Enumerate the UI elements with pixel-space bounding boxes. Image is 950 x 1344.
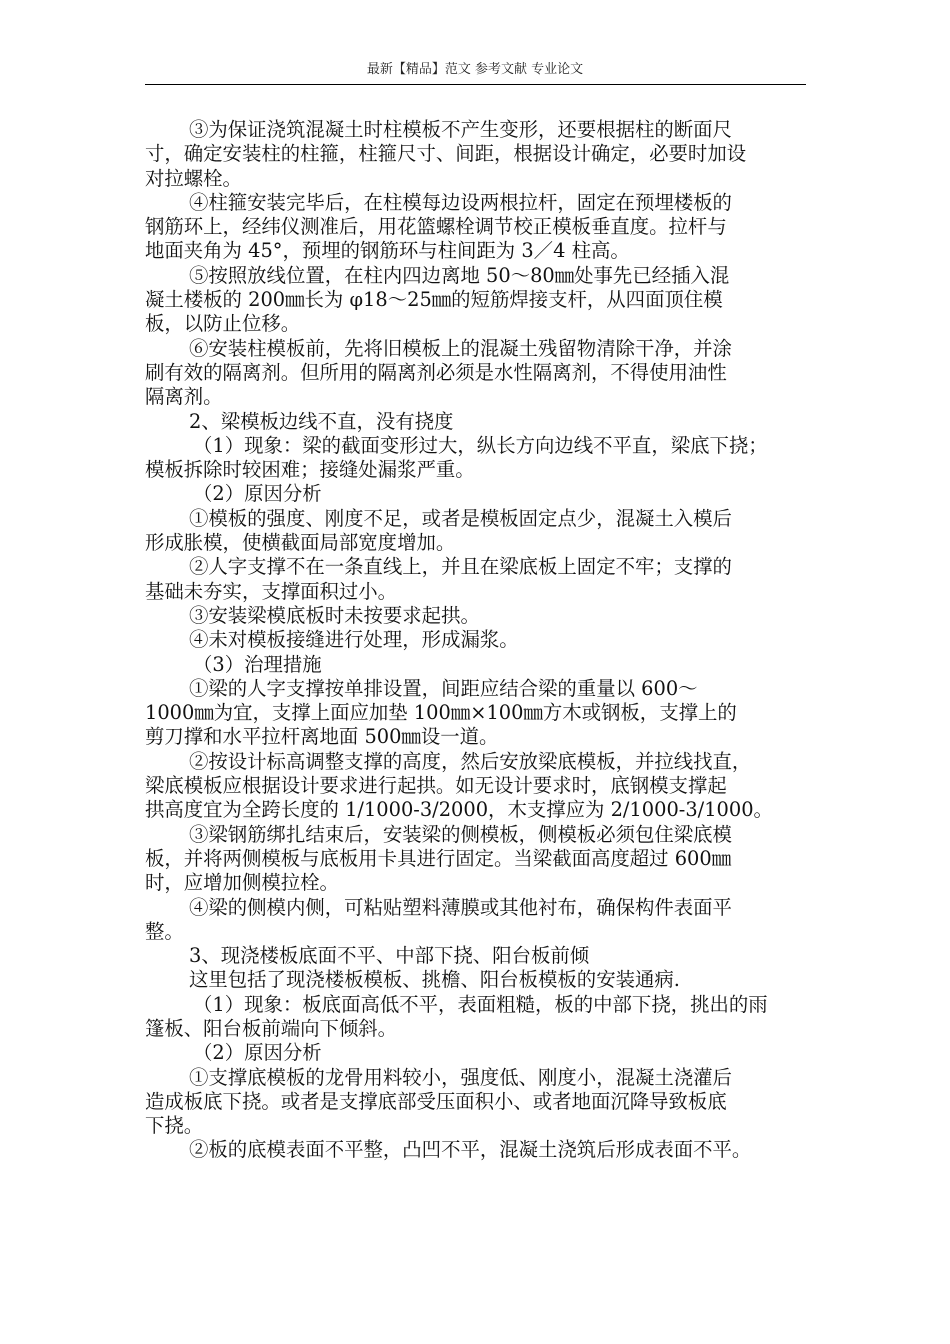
text-line: ①模板的强度、刚度不足，或者是模板固定点少，混凝土入模后 (189, 506, 732, 530)
text-line: ④未对模板接缝进行处理，形成漏浆。 (189, 628, 519, 652)
text-line: 整。 (145, 919, 184, 943)
text-line: ②人字支撑不在一条直线上，并且在梁底板上固定不牢；支撑的 (189, 555, 732, 579)
text-line: 地面夹角为 45°，预埋的钢筋环与柱间距为 3／4 柱高。 (145, 239, 630, 263)
text-line: ⑤按照放线位置，在柱内四边离地 50～80㎜处事先已经插入混 (189, 263, 730, 287)
text-line: ④柱箍安装完毕后，在柱模每边设两根拉杆，固定在预埋楼板的 (189, 190, 732, 214)
paragraph (145, 604, 825, 628)
text-line: ④梁的侧模内侧，可粘贴塑料薄膜或其他衬布，确保构件表面平 (189, 895, 732, 919)
text-line: 下挠。 (145, 1114, 204, 1138)
paragraph (145, 555, 825, 604)
text-line: 2、梁模板边线不直，没有挠度 (189, 409, 454, 433)
text-line: ③为保证浇筑混凝土时柱模板不产生变形，还要根据柱的断面尺 (189, 118, 732, 141)
text-line: ③梁钢筋绑扎结束后，安装梁的侧模板，侧模板必须包住梁底模 (189, 822, 732, 846)
text-line: 剪刀撑和水平拉杆离地面 500㎜设一道。 (145, 725, 499, 749)
paragraph (145, 677, 825, 750)
paragraph (145, 1138, 825, 1162)
text-line: 凝土楼板的 200㎜长为 φ18～25㎜的短筋焊接支杆，从四面顶住模 (145, 288, 723, 312)
text-line: 3、现浇楼板底面不平、中部下挠、阳台板前倾 (189, 944, 590, 968)
text-line: 这里包括了现浇楼板模板、挑檐、阳台板模板的安装通病. (189, 968, 680, 992)
text-line: 基础未夯实，支撑面积过小。 (145, 579, 398, 603)
text-line: ③安装梁模底板时未按要求起拱。 (189, 603, 480, 627)
text-line: 篷板、阳台板前端向下倾斜。 (145, 1016, 398, 1040)
paragraph (145, 1066, 825, 1139)
paragraph (145, 750, 825, 823)
paragraph (145, 410, 825, 434)
text-line: 造成板底下挠。或者是支撑底部受压面积小、或者地面沉降导致板底 (145, 1089, 727, 1113)
text-line: 时，应增加侧模拉栓。 (145, 871, 339, 895)
text-line: （1）现象：梁的截面变形过大，纵长方向边线不平直，梁底下挠； (193, 433, 768, 457)
text-line: 形成胀模，使横截面局部宽度增加。 (145, 531, 456, 555)
body-text (145, 118, 825, 1163)
text-line: 板，以防止位移。 (145, 312, 301, 336)
text-line: 拱高度宜为全跨长度的 1/1000-3/2000，木支撑应为 2/1000-3/1000。 (145, 798, 773, 822)
paragraph (145, 1041, 825, 1065)
text-line: 寸，确定安装柱的柱箍，柱箍尺寸、间距，根据设计确定，必要时加设 (145, 142, 747, 166)
paragraph (145, 434, 825, 483)
paragraph (145, 628, 825, 652)
text-line: （2）原因分析 (193, 1041, 322, 1065)
text-line: 1000㎜为宜，支撑上面应加垫 100㎜×100㎜方木或钢板，支撑上的 (145, 701, 737, 725)
paragraph (145, 896, 825, 945)
text-line: （3）治理措施 (193, 652, 322, 676)
text-line: 模板拆除时较困难；接缝处漏浆严重。 (145, 458, 475, 482)
paragraph (145, 507, 825, 556)
text-line: ①支撑底模板的龙骨用料较小，强度低、刚度小，混凝土浇灌后 (189, 1065, 732, 1089)
paragraph (145, 944, 825, 968)
paragraph (145, 993, 825, 1042)
header-rule (145, 84, 806, 85)
text-line: 刷有效的隔离剂。但所用的隔离剂必须是水性隔离剂，不得使用油性 (145, 360, 727, 384)
text-line: ①梁的人字支撑按单排设置，间距应结合梁的重量以 600～ (189, 676, 698, 700)
paragraph (145, 823, 825, 896)
text-line: 对拉螺栓。 (145, 166, 242, 190)
text-line: （1）现象：板底面高低不平，表面粗糙，板的中部下挠，挑出的雨 (193, 992, 768, 1016)
paragraph (145, 968, 825, 992)
text-line: ⑥安装柱模板前，先将旧模板上的混凝土残留物清除干净，并涂 (189, 336, 732, 360)
paragraph (145, 264, 825, 337)
text-line: （2）原因分析 (193, 482, 322, 506)
page-header: 最新【精品】范文 参考文献 专业论文 (366, 62, 584, 77)
text-line: 梁底模板应根据设计要求进行起拱。如无设计要求时，底钢模支撑起 (145, 774, 727, 798)
text-line: 钢筋环上，经纬仪测准后，用花篮螺栓调节校正模板垂直度。拉杆与 (145, 215, 727, 239)
text-line: 隔离剂。 (145, 385, 223, 409)
text-line: ②板的底模表面不平整，凸凹不平，混凝土浇筑后形成表面不平。 (189, 1138, 752, 1162)
paragraph (145, 118, 825, 191)
text-line: 板，并将两侧模板与底板用卡具进行固定。当梁截面高度超过 600㎜ (145, 846, 732, 870)
paragraph (145, 337, 825, 410)
paragraph (145, 482, 825, 506)
paragraph (145, 653, 825, 677)
text-line: ②按设计标高调整支撑的高度，然后安放梁底模板，并拉线找直， (189, 749, 752, 773)
paragraph (145, 191, 825, 264)
